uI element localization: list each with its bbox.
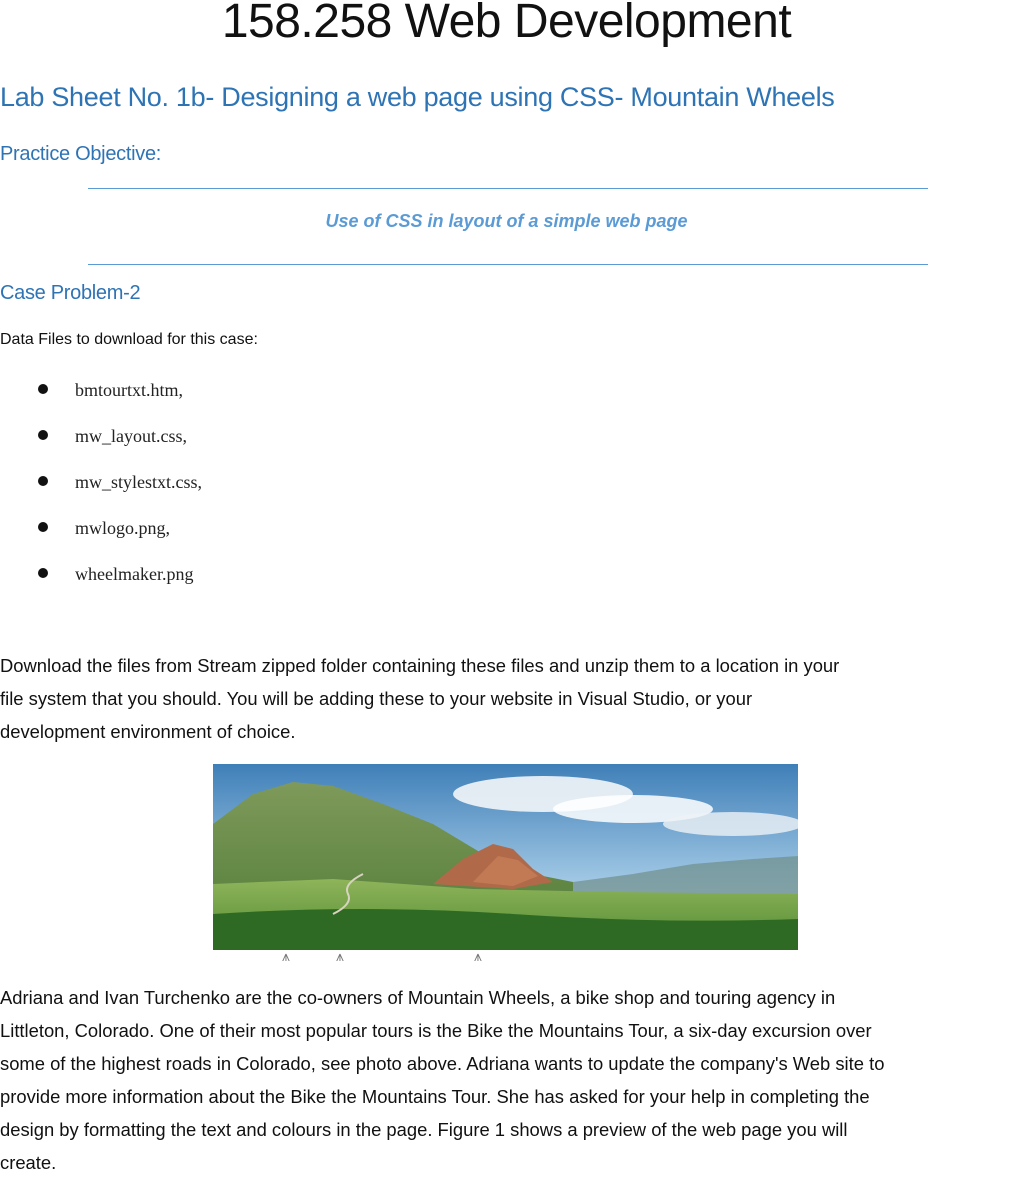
arrow-marker-icon: ⩚ bbox=[282, 948, 290, 964]
bullet-dot-icon bbox=[38, 476, 48, 486]
paragraph-line: Littleton, Colorado. One of their most popular tours is the Bike the Mountains Tour, a six-day excursion over bbox=[0, 1020, 872, 1041]
file-list bbox=[0, 370, 202, 600]
download-paragraph bbox=[0, 649, 1013, 748]
paragraph-line: file system that you should. You will be adding these to your website in Visual Studio, or your bbox=[0, 688, 753, 709]
list-item bbox=[0, 462, 202, 508]
paragraph-line: Download the files from Stream zipped folder containing these files and unzip them to a location in your bbox=[0, 655, 840, 676]
bullet-dot-icon bbox=[38, 384, 48, 394]
list-item bbox=[0, 554, 202, 600]
list-item bbox=[0, 370, 202, 416]
bullet-dot-icon bbox=[38, 430, 48, 440]
list-item bbox=[0, 508, 202, 554]
paragraph-line: create. bbox=[0, 1152, 57, 1173]
arrow-marker-icon: ⩚ bbox=[336, 948, 344, 964]
objective-top-rule bbox=[88, 188, 928, 189]
practice-objective-label: Practice Objective: bbox=[0, 143, 162, 165]
file-name: mw_stylestxt.css, bbox=[75, 472, 203, 492]
case-problem-label: Case Problem-2 bbox=[0, 282, 141, 304]
document-title: 158.258 Web Development bbox=[221, 0, 792, 48]
paragraph-line: some of the highest roads in Colorado, see photo above. Adriana wants to update the company's Web site to bbox=[0, 1053, 885, 1074]
story-paragraph bbox=[0, 981, 1013, 1179]
file-name: wheelmaker.png bbox=[75, 564, 194, 584]
objective-bottom-rule bbox=[88, 264, 928, 265]
file-name: mw_layout.css, bbox=[75, 426, 187, 446]
paragraph-line: development environment of choice. bbox=[0, 721, 296, 742]
lab-sheet-heading: Lab Sheet No. 1b- Designing a web page using CSS- Mountain Wheels bbox=[0, 82, 835, 112]
arrow-marker-icon: ⩚ bbox=[474, 948, 482, 964]
file-name: bmtourtxt.htm, bbox=[75, 380, 183, 400]
paragraph-line: Adriana and Ivan Turchenko are the co-owners of Mountain Wheels, a bike shop and touring agency in bbox=[0, 987, 836, 1008]
bullet-dot-icon bbox=[38, 522, 48, 532]
bullet-dot-icon bbox=[38, 568, 48, 578]
paragraph-line: design by formatting the text and colours in the page. Figure 1 shows a preview of the web page you will bbox=[0, 1119, 848, 1140]
list-item bbox=[0, 416, 202, 462]
objective-quote: Use of CSS in layout of a simple web page bbox=[325, 211, 688, 231]
mountain-landscape-photo bbox=[213, 764, 798, 950]
file-name: mwlogo.png, bbox=[75, 518, 171, 538]
data-files-intro: Data Files to download for this case: bbox=[0, 331, 258, 348]
paragraph-line: provide more information about the Bike the Mountains Tour. She has asked for your help in completing the bbox=[0, 1086, 870, 1107]
